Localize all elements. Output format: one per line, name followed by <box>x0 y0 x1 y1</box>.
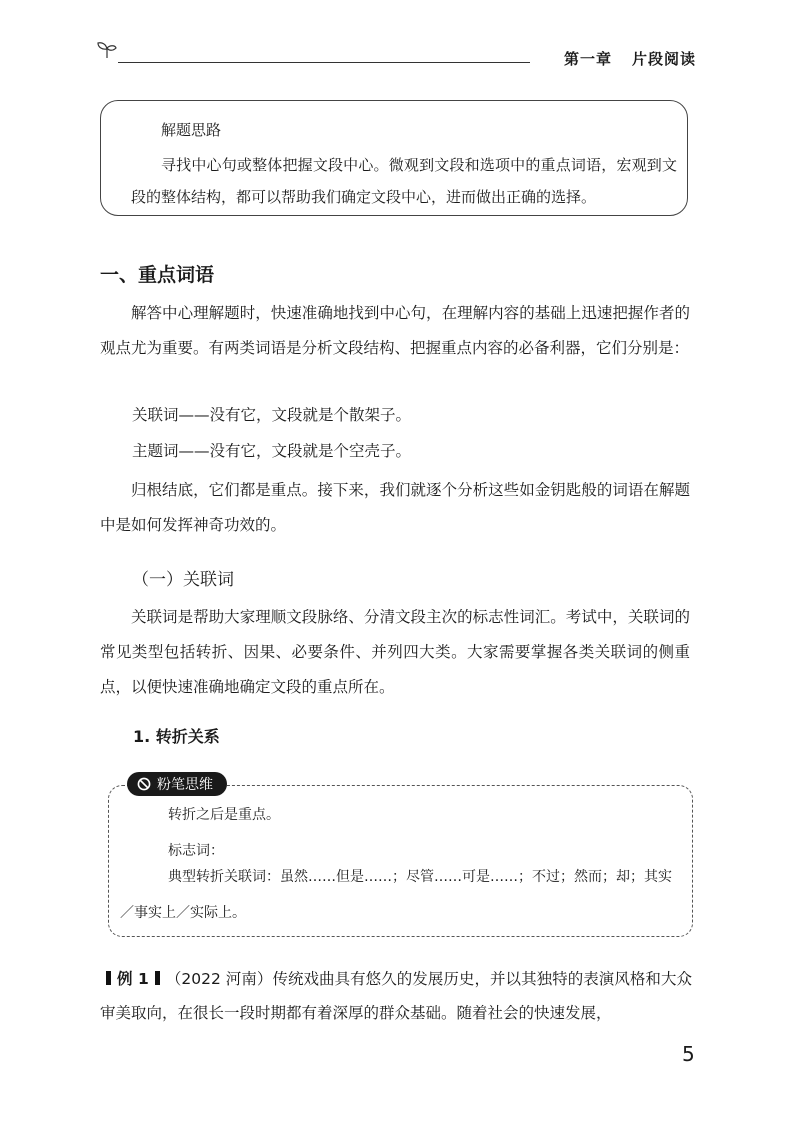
header-rule <box>118 62 530 63</box>
section-intro-paragraph: 解答中心理解题时，快速准确地找到中心句，在理解内容的基础上迅速把握作者的观点尤为重要。有两类词语是分析文段结构、把握重点内容的必备利器，它们分别是： <box>100 304 690 357</box>
page-number: 5 <box>682 1042 695 1066</box>
chapter-number: 第一章 <box>563 50 612 68</box>
sprout-icon <box>96 40 118 60</box>
subsubsection-heading: 1. 转折关系 <box>133 727 220 746</box>
example-label: 例 1 <box>117 970 149 988</box>
example-bar-left <box>106 971 111 985</box>
list-item-conjunction: 关联词——没有它，文段就是个散架子。 <box>132 406 412 424</box>
chapter-title <box>564 48 696 69</box>
subsection-heading: （一）关联词 <box>132 570 234 590</box>
example-source: （2022 河南） <box>165 970 273 988</box>
solution-approach-text: 寻找中心句或整体把握文段中心。微观到文段和选项中的重点词语，宏观到文段的整体结构，都可以帮助我们确定文段中心，进而做出正确的选择。 <box>131 156 677 206</box>
no-sign-icon <box>137 777 151 791</box>
thinking-line-marker: 标志词： <box>168 843 224 859</box>
thinking-line-conjunctions: 典型转折关联词：虽然……但是……；尽管……可是……；不过；然而；却；其实／事实上／实际上。 <box>120 869 672 921</box>
chapter-section: 片段阅读 <box>631 50 696 68</box>
example-bar-right <box>155 971 160 985</box>
section-heading: 一、重点词语 <box>100 264 215 286</box>
section-summary-paragraph: 归根结底，它们都是重点。接下来，我们就逐个分析这些如金钥匙般的词语在解题中是如何发挥神奇功效的。 <box>100 481 690 534</box>
solution-approach-title: 解题思路 <box>161 121 222 139</box>
solution-approach-box <box>100 100 688 216</box>
subsection-paragraph: 关联词是帮助大家理顺文段脉络、分清文段主次的标志性词汇。考试中，关联词的常见类型包括转折、因果、必要条件、并列四大类。大家需要掌握各类关联词的侧重点，以便快速准确地确定文段的重点所在。 <box>100 608 690 696</box>
page-header <box>96 36 696 76</box>
example-paragraph <box>100 962 692 1030</box>
example-text: 传统戏曲具有悠久的发展历史，并以其独特的表演风格和大众审美取向，在很长一段时期都有着深厚的群众基础。随着社会的快速发展， <box>100 970 692 1022</box>
list-item-topic-word: 主题词——没有它，文段就是个空壳子。 <box>132 442 412 460</box>
thinking-badge <box>127 772 227 796</box>
thinking-line-key-point: 转折之后是重点。 <box>168 807 280 823</box>
thinking-badge-label: 粉笔思维 <box>157 777 213 793</box>
